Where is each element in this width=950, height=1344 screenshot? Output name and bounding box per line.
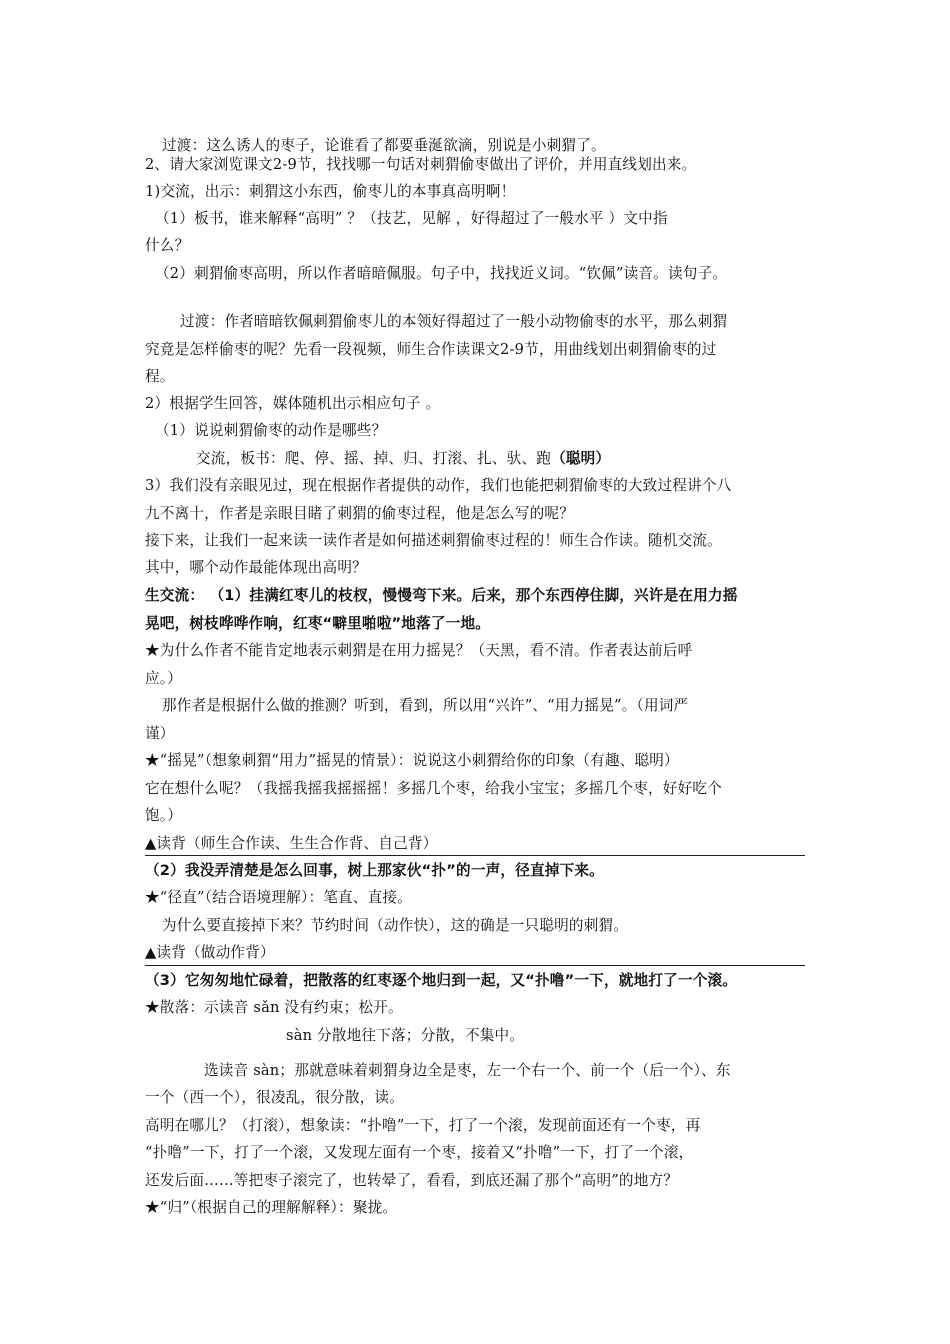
text-line: （1）说说刺猬偷枣的动作是哪些？ <box>155 422 387 439</box>
text-line: 选读音 sàn；那就意味着刺猬身边全是枣，左一个右一个、前一个（后一个）、东 <box>204 1062 731 1079</box>
text-line: （2）刺猬偷枣高明，所以作者暗暗佩服。句子中，找找近义词。“钦佩”读音。读句子。 <box>155 265 728 282</box>
text-line: 2）根据学生回答，媒体随机出示相应句子 。 <box>145 395 441 412</box>
text-line: 晃吧，树枝哗哗作响，红枣“噼里啪啦”地落了一地。 <box>145 615 491 632</box>
board-actions: 交流，板书：爬、停、摇、掉、归、打滚、扎、驮、跑 <box>196 450 552 467</box>
text-line: 它在想什么呢？（我摇我摇我摇摇摇！多摇几个枣，给我小宝宝；多摇几个枣，好好吃个 <box>145 780 722 797</box>
board-summary: （聪明） <box>551 450 611 467</box>
text-line: 什么？ <box>145 237 190 254</box>
text-line <box>145 586 738 606</box>
text-line: ★“摇晃”（想象刺猬“用力”摇晃的情景）：说说这小刺猬给你的印象（有趣、聪明） <box>145 752 679 769</box>
text-line: ★“归”（根据自己的理解解释）：聚拢。 <box>145 1199 398 1216</box>
text-line: sàn 分散地往下落；分散，不集中。 <box>286 1027 525 1044</box>
text-line: 过渡：作者暗暗钦佩刺猬偷枣儿的本领好得超过了一般小动物偷枣的水平，那么刺猬 <box>180 313 728 330</box>
text-line: ★散落：示读音 sǎn 没有约束；松开。 <box>145 999 403 1016</box>
text-line: 程。 <box>145 368 175 385</box>
text-line: “扑噜”一下，打了一个滚，又发现左面有一个枣，接着又“扑噜”一下，打了一个滚， <box>145 1144 694 1161</box>
text-line: 2、请大家浏览课文2-9节，找找哪一句话对刺猬偷枣做出了评价，并用直线划出来。 <box>145 156 697 173</box>
divider <box>145 965 805 966</box>
text-line: 谨） <box>145 725 175 742</box>
text-line: ▲读背（师生合作读、生生合作背、自己背） <box>145 835 438 852</box>
text-line: 接下来，让我们一起来读一读作者是如何描述刺猬偷枣过程的！师生合作读。随机交流。 <box>145 532 722 549</box>
text-line: 那作者是根据什么做的推测？听到，看到，所以用“兴许”、“用力摇晃”。（用词严 <box>162 697 689 714</box>
text-line: 究竟是怎样偷枣的呢？先看一段视频，师生合作读课文2-9节，用曲线划出刺猬偷枣的过 <box>145 341 717 358</box>
text-line: 3）我们没有亲眼见过，现在根据作者提供的动作，我们也能把刺猬偷枣的大致过程讲个八 <box>145 477 732 494</box>
text-line: ★为什么作者不能肯定地表示刺猬是在用力摇晃？（天黑，看不清。作者表达前后呼 <box>145 642 693 659</box>
text-line: ★“径直”（结合语境理解）：笔直、直接。 <box>145 889 413 906</box>
text-line: 一个（西一个），很凌乱，很分散，读。 <box>145 1089 404 1106</box>
text-line: 应。） <box>145 670 183 687</box>
text-line: ▲读背（做动作背） <box>145 944 275 961</box>
divider <box>145 855 805 856</box>
text-line <box>196 449 610 469</box>
text-line: 九不离十，作者是亲眼目睹了刺猬的偷枣过程，他是怎么写的呢？ <box>145 505 575 522</box>
text-line: 饱。） <box>145 807 183 824</box>
text-line: 1)交流，出示：刺猬这小东西，偷枣儿的本事真高明啊！ <box>145 183 516 200</box>
quote-1: （1）挂满红枣儿的枝杈，慢慢弯下来。后来，那个东西停住脚，兴许是在用力摇 <box>209 587 738 604</box>
text-line: （1）板书，谁来解释“高明” ？（技艺，见解 ，好得超过了一般水平 ）文中指 <box>155 210 668 227</box>
text-line: 还发后面……等把枣子滚完了，也转晕了，看看，到底还漏了那个“高明”的地方？ <box>145 1172 679 1189</box>
exchange-label: 生交流： <box>145 587 205 604</box>
text-line: （2）我没弄清楚是怎么回事，树上那家伙“扑”的一声，径直掉下来。 <box>145 862 604 879</box>
text-line: 高明在哪儿？（打滚），想象读：“扑噜”一下，打了一个滚，发现前面还有一个枣，再 <box>145 1117 701 1134</box>
text-line: 其中，哪个动作最能体现出高明？ <box>145 559 367 576</box>
text-line: 过渡：这么诱人的枣子，论谁看了都要垂涎欲滴，别说是小刺猬了。 <box>162 137 606 154</box>
text-line: （3）它匆匆地忙碌着，把散落的红枣逐个地归到一起，又“扑噜”一下，就地打了一个滚。 <box>145 972 738 989</box>
text-line: 为什么要直接掉下来？节约时间（动作快），这的确是一只聪明的刺猬。 <box>162 917 629 934</box>
